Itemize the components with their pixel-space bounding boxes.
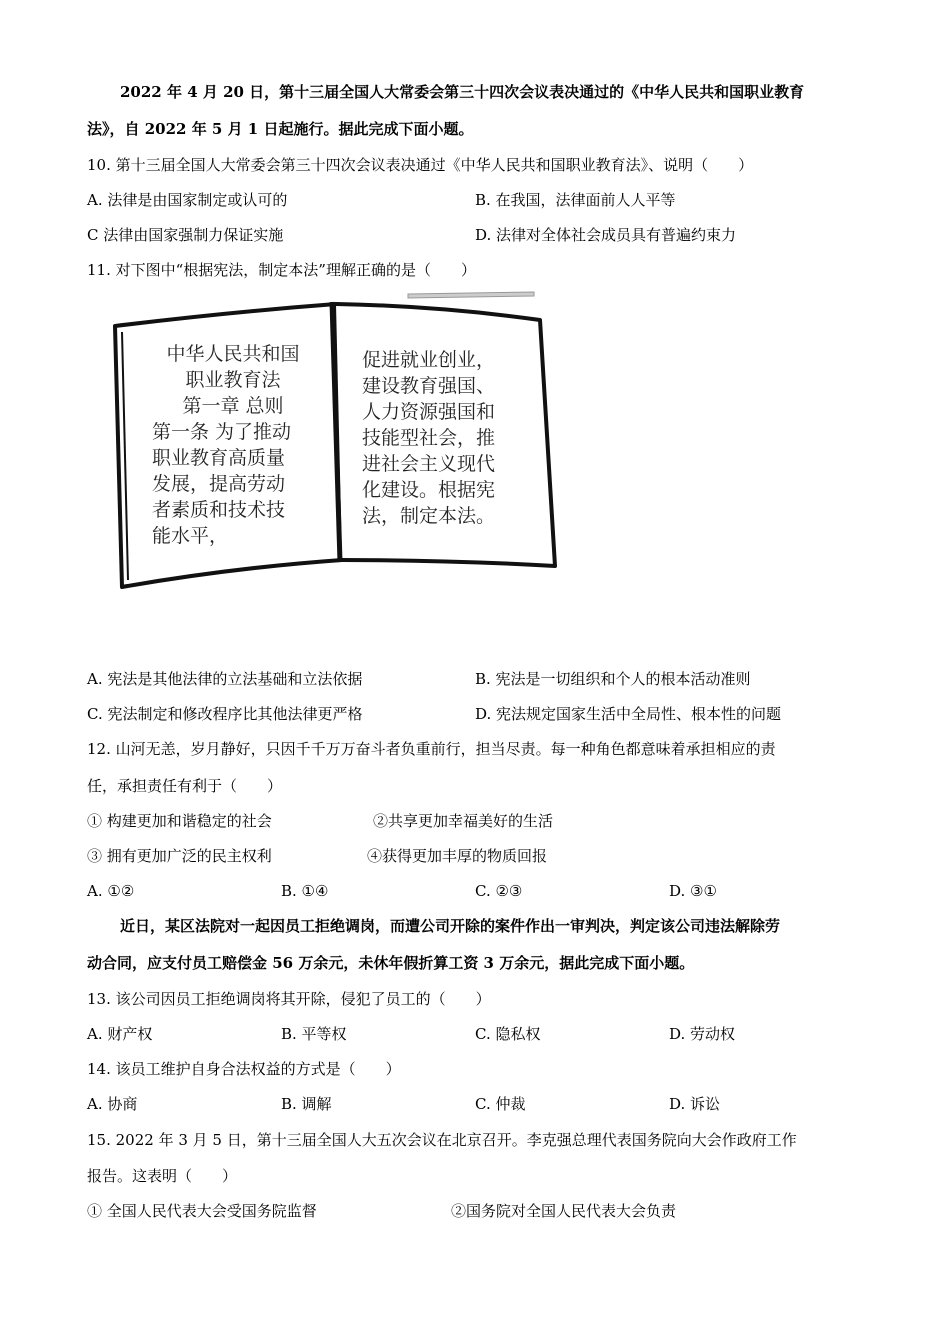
q13-option-d: D. 劳动权: [669, 1025, 736, 1043]
q10-option-d: D. 法律对全体社会成员具有普遍约束力: [475, 226, 737, 244]
q12-option-a: A. ①②: [87, 882, 135, 900]
book-right-line-2: 建设教育强国、: [362, 375, 496, 397]
intro2-line1: 近日，某区法院对一起因员工拒绝调岗，而遭公司开除的案件作出一审判决，判定该公司违法解除劳: [120, 917, 781, 935]
q10-option-c: C 法律由国家强制力保证实施: [87, 226, 284, 244]
book-right-line-1: 促进就业创业，: [362, 349, 496, 371]
q10-stem: 10. 第十三届全国人大常委会第三十四次会议表决通过《中华人民共和国职业教育法》、说明（ ）: [87, 156, 754, 174]
book-right-line-3: 人力资源强国和: [362, 401, 496, 423]
q14-option-d: D. 诉讼: [669, 1095, 721, 1113]
book-left-line-1: 中华人民共和国: [166, 343, 300, 365]
book-left-line-6: 发展，提高劳动: [152, 473, 286, 495]
q11-option-d: D. 宪法规定国家生活中全局性、根本性的问题: [475, 705, 782, 723]
q12-statement-1: ① 构建更加和谐稳定的社会: [87, 812, 272, 830]
q15-stem-line2: 报告。这表明（ ）: [87, 1167, 238, 1185]
book-right-line-6: 化建设。根据宪: [362, 479, 496, 501]
q13-option-a: A. 财产权: [87, 1025, 153, 1043]
q14-option-b: B. 调解: [281, 1095, 332, 1113]
q14-option-c: C. 仲裁: [475, 1095, 526, 1113]
q12-statement-4: ④获得更加丰厚的物质回报: [367, 847, 548, 865]
book-left-line-8: 能水平，: [152, 525, 229, 547]
book-left-line-2: 职业教育法: [185, 369, 281, 391]
q15-stem-line1: 15. 2022 年 3 月 5 日，第十三届全国人大五次会议在北京召开。李克强总理代表国务院向大会作政府工作: [87, 1131, 797, 1149]
book-left-line-4: 第一条 为了推动: [152, 421, 292, 443]
q14-stem: 14. 该员工维护自身合法权益的方式是（ ）: [87, 1060, 401, 1078]
book-left-line-5: 职业教育高质量: [152, 447, 286, 469]
q12-option-b: B. ①④: [281, 882, 329, 900]
book-left-line-7: 者素质和技术技: [152, 499, 286, 521]
q10-option-a: A. 法律是由国家制定或认可的: [87, 191, 288, 209]
q14-option-a: A. 协商: [87, 1095, 138, 1113]
book-right-line-5: 进社会主义现代: [362, 453, 496, 475]
intro1-line2: 法》，自 2022 年 5 月 1 日起施行。据此完成下面小题。: [87, 120, 474, 138]
q13-option-b: B. 平等权: [281, 1025, 347, 1043]
intro2-line2: 动合同，应支付员工赔偿金 56 万余元，未休年假折算工资 3 万余元，据此完成下面小题。: [87, 954, 695, 972]
q12-stem-line2: 任，承担责任有利于（ ）: [87, 777, 283, 795]
intro1-line1: 2022 年 4 月 20 日，第十三届全国人大常委会第三十四次会议表决通过的《中华人民共和国职业教育: [120, 83, 805, 101]
q11-option-c: C. 宪法制定和修改程序比其他法律更严格: [87, 705, 363, 723]
book-right-line-4: 技能型社会，推: [362, 427, 496, 449]
open-book-illustration: [110, 290, 570, 600]
book-right-line-7: 法，制定本法。: [362, 505, 496, 527]
book-left-line-3: 第一章 总则: [182, 395, 284, 417]
q11-option-a: A. 宪法是其他法律的立法基础和立法依据: [87, 670, 363, 688]
q13-option-c: C. 隐私权: [475, 1025, 541, 1043]
q12-option-c: C. ②③: [475, 882, 523, 900]
q15-statement-1: ① 全国人民代表大会受国务院监督: [87, 1202, 317, 1220]
q11-option-b: B. 宪法是一切组织和个人的根本活动准则: [475, 670, 751, 688]
book-top-edge: [408, 292, 534, 298]
q13-stem: 13. 该公司因员工拒绝调岗将其开除，侵犯了员工的（ ）: [87, 990, 491, 1008]
q12-option-d: D. ③①: [669, 882, 717, 900]
q10-option-b: B. 在我国，法律面前人人平等: [475, 191, 676, 209]
q12-stem-line1: 12. 山河无恙，岁月静好，只因千千万万奋斗者负重前行，担当尽责。每一种角色都意味着承担相应的责: [87, 740, 776, 758]
q11-stem: 11. 对下图中“根据宪法，制定本法”理解正确的是（ ）: [87, 261, 476, 279]
q12-statement-2: ②共享更加幸福美好的生活: [373, 812, 554, 830]
q15-statement-2: ②国务院对全国人民代表大会负责: [451, 1202, 677, 1220]
q12-statement-3: ③ 拥有更加广泛的民主权利: [87, 847, 272, 865]
